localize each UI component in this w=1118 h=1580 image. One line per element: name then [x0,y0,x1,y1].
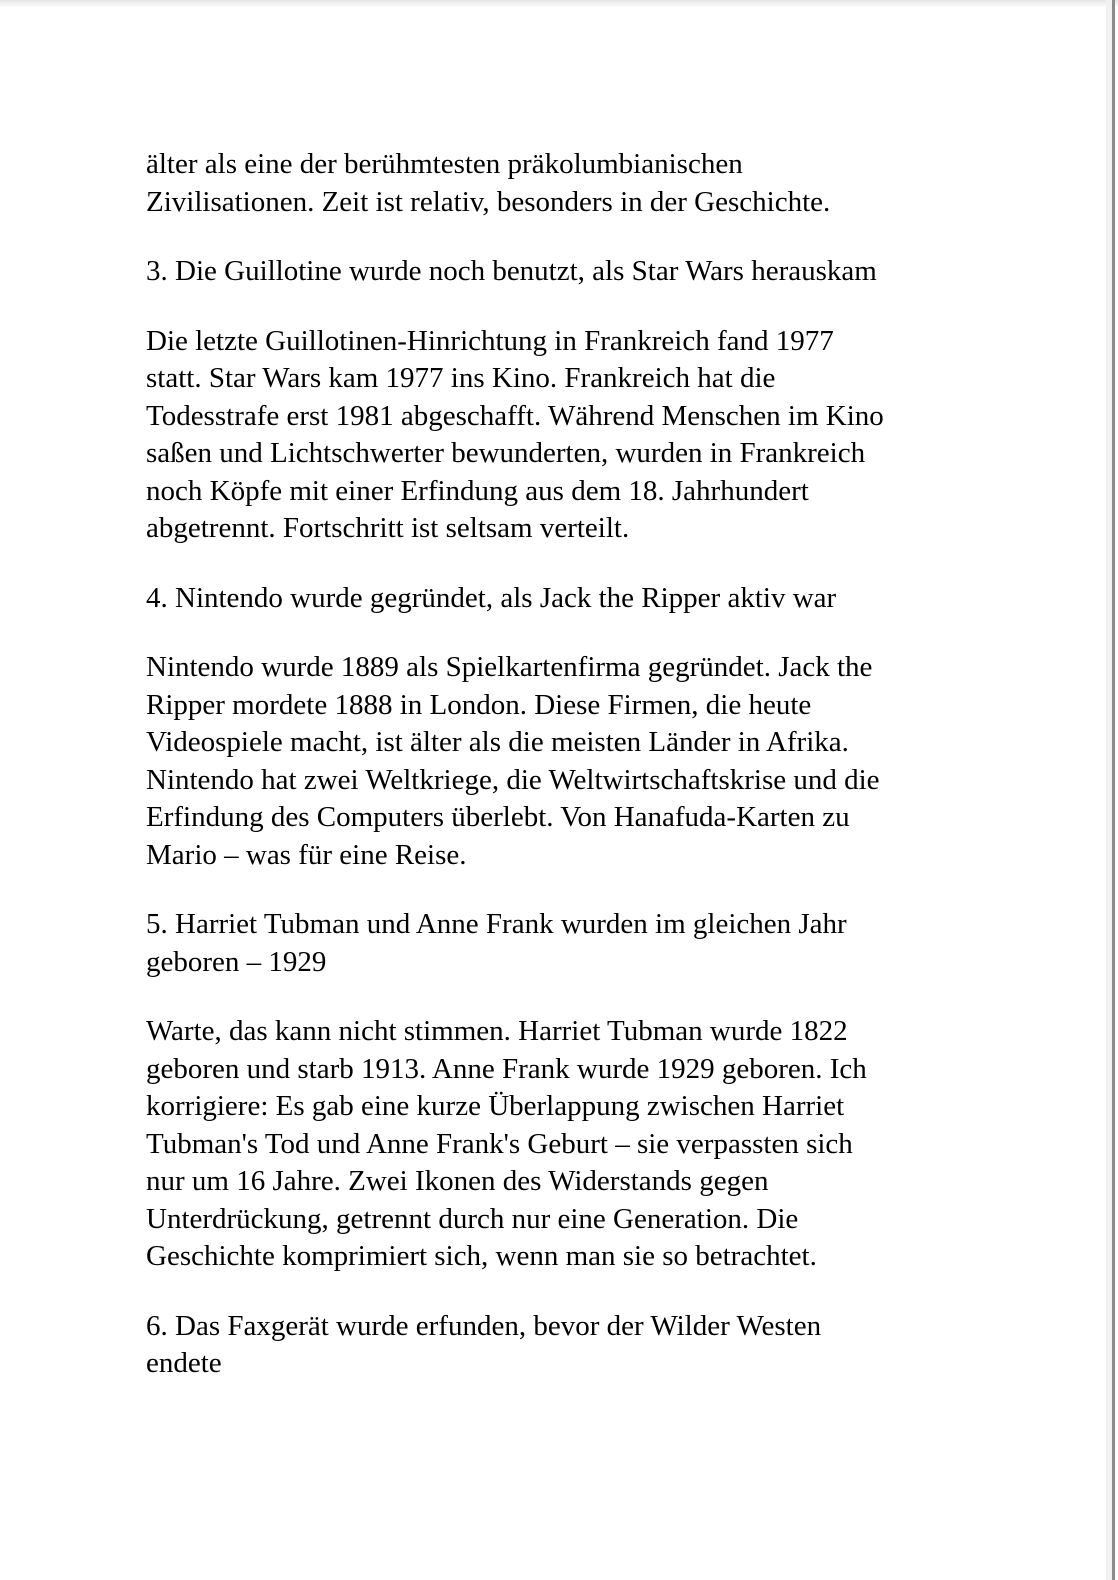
section-heading [146,1308,1006,1383]
text-line: 6. Das Faxgerät wurde erfunden, bevor der Wilder Westen [146,1309,822,1342]
text-line: Todesstrafe erst 1981 abgeschafft. Während Menschen im Kino [146,399,884,432]
text-line: endete [146,1347,222,1379]
text-line: Mario – was für eine Reise. [146,838,467,871]
paragraph [146,146,1006,221]
text-line: Nintendo hat zwei Weltkriege, die Weltwirtschaftskrise und die [146,763,880,796]
text-line: Tubman's Tod und Anne Frank's Geburt – sie verpassten sich [146,1127,853,1160]
text-line: Ripper mordete 1888 in London. Diese Firmen, die heute [146,688,812,721]
text-line: Erfindung des Computers überlebt. Von Hanafuda-Karten zu [146,801,850,833]
text-line: nur um 16 Jahre. Zwei Ikonen des Widerstands gegen [146,1165,769,1197]
window-top-edge [0,0,1118,7]
text-line: älter als eine der berühmtesten präkolumbianischen [146,148,743,180]
paragraph [146,649,1006,874]
text-line: saßen und Lichtschwerter bewunderten, wurden in Frankreich [146,437,866,469]
text-line: noch Köpfe mit einer Erfindung aus dem 18. Jahrhundert [146,474,809,507]
paragraph [146,323,1006,548]
text-line: Geschichte komprimiert sich, wenn man sie so betrachtet. [146,1240,817,1272]
section-heading [146,906,1006,981]
text-line: 4. Nintendo wurde gegründet, als Jack the Ripper aktiv war [146,581,837,614]
text-line: geboren – 1929 [146,945,327,978]
text-line: statt. Star Wars kam 1977 ins Kino. Frankreich hat die [146,362,776,394]
text-line: abgetrennt. Fortschritt ist seltsam verteilt. [146,512,630,544]
text-line: Videospiele macht, ist älter als die meisten Länder in Afrika. [146,726,849,758]
text-line: Die letzte Guillotinen-Hinrichtung in Frankreich fand 1977 [146,324,834,357]
text-line: Nintendo wurde 1889 als Spielkartenfirma gegründet. Jack the [146,651,873,683]
text-line: Unterdrückung, getrennt durch nur eine Generation. Die [146,1202,799,1235]
paragraph [146,1013,1006,1276]
text-line: 3. Die Guillotine wurde noch benutzt, als Star Wars herauskam [146,255,877,287]
text-line: Warte, das kann nicht stimmen. Harriet Tubman wurde 1822 [146,1015,848,1047]
section-heading [146,580,1006,618]
document-text [146,146,1006,1415]
text-line: geboren und starb 1913. Anne Frank wurde 1929 geboren. Ich [146,1052,867,1085]
window-right-edge-border [1112,0,1115,1580]
text-line: korrigiere: Es gab eine kurze Überlappung zwischen Harriet [146,1090,845,1122]
text-line: Zivilisationen. Zeit ist relativ, besonders in der Geschichte. [146,185,831,218]
section-heading [146,253,1006,291]
text-line: 5. Harriet Tubman und Anne Frank wurden im gleichen Jahr [146,908,847,940]
